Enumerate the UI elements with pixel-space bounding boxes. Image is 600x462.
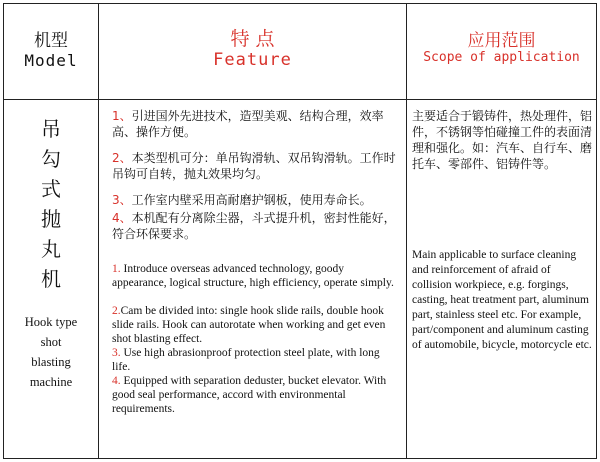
feature-cn-item: 3、工作室内壁采用高耐磨护钢板，使用寿命长。 <box>112 193 372 207</box>
header-feature-en: Feature <box>213 50 292 70</box>
scope-en-text: Main applicable to surface cleaning and reinforcement of afraid of collision workpiece, e.g. forgings, casting, heat treatment part, aluminum part, stainless steel etc. For example, part/component and aluminum casting of automobile, bicycle, motorcycle etc. <box>412 249 592 351</box>
scope-cn-text: 主要适合于锻铸件，热处理件，铝件，不锈钢等怕碰撞工件的表面清理和强化。如：汽车、自行车、磨托车、零部件、铝铸件等。 <box>412 109 593 171</box>
spec-table <box>3 3 597 459</box>
model-name-en-line: machine <box>29 375 73 389</box>
model-name-en <box>4 312 98 392</box>
feature-cn-item: 2、本类型机可分：单吊钩滑轨、双吊钩滑轨。工作时吊钩可自转，抛丸效果均匀。 <box>112 151 396 181</box>
header-feature-cn: 特 点 <box>230 28 275 50</box>
model-name-en-line: shot <box>40 335 62 349</box>
feature-cn-item: 4、本机配有分离除尘器，斗式提升机，密封性能好，符合环保要求。 <box>112 211 396 241</box>
model-name-cn <box>4 114 98 294</box>
model-name-char: 吊 <box>41 117 61 141</box>
model-name-char: 丸 <box>41 237 61 261</box>
model-name-char: 抛 <box>41 207 61 231</box>
model-name-char: 机 <box>41 267 61 291</box>
feature-en-item: 2.Cam be divided into: single hook slide rails, double hook slide rails. Hook can autorotate when working and get even shot blasting effect. <box>112 305 386 345</box>
header-scope-cell <box>407 4 596 99</box>
header-feature-cell <box>99 4 406 99</box>
feature-en-list <box>112 262 400 416</box>
model-cell <box>4 114 98 392</box>
header-model-en: Model <box>24 51 78 70</box>
model-name-en-line: Hook type <box>24 315 78 329</box>
header-model-cell <box>4 4 98 99</box>
scope-cell <box>412 108 592 353</box>
header-model-cn: 机型 <box>34 31 68 51</box>
model-name-char: 勾 <box>41 147 61 171</box>
feature-cn-list <box>112 108 400 242</box>
model-name-char: 式 <box>41 177 61 201</box>
model-name-en-line: blasting <box>31 355 71 369</box>
header-scope-en: Scope of application <box>423 50 580 65</box>
feature-en-item: 1. Introduce overseas advanced technology, goody appearance, logical structure, high efficiency, operate simply. <box>112 263 394 289</box>
feature-en-item: 4. Equipped with separation deduster, bucket elevator. With good seal performance, accord with environmental requirements. <box>112 375 387 415</box>
feature-cn-item: 1、引进国外先进技术，造型美观、结构合理，效率高、操作方便。 <box>112 109 384 139</box>
header-scope-cn: 应用范围 <box>467 31 536 51</box>
feature-en-item: 3. Use high abrasionproof protection steel plate, with long life. <box>112 347 380 373</box>
feature-cell <box>112 108 400 416</box>
